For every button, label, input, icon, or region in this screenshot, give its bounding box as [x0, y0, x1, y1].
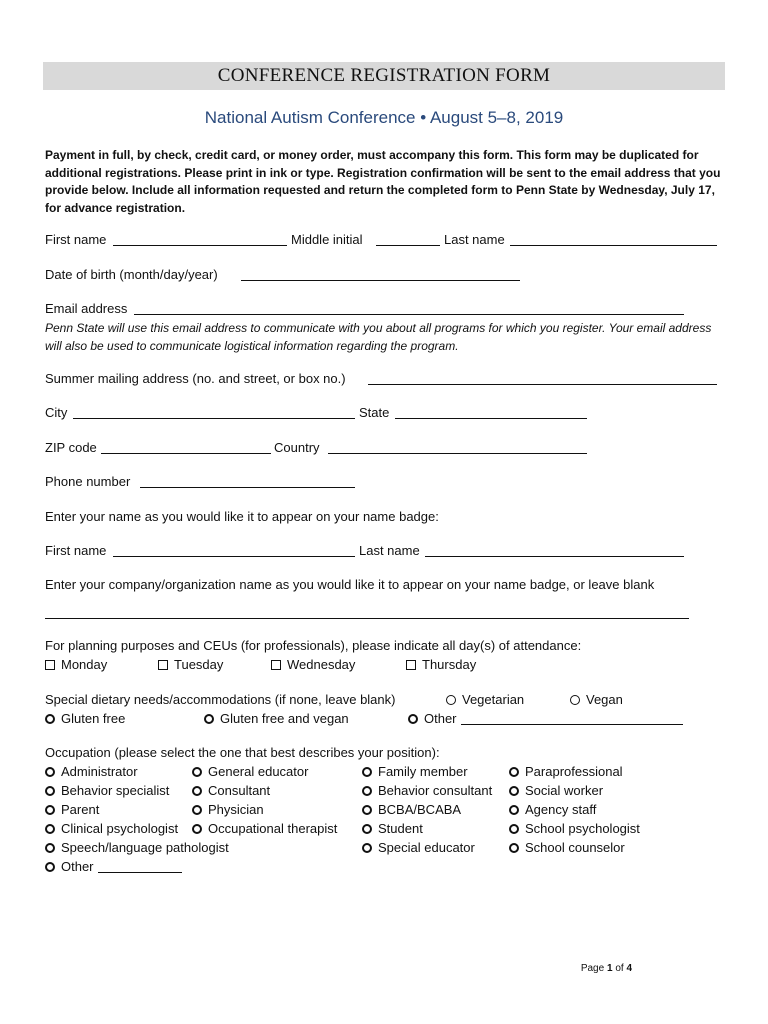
zip-field[interactable] [101, 440, 271, 454]
occ-behavior-consultant[interactable]: Behavior consultant [362, 783, 492, 798]
first-name-field[interactable] [113, 232, 287, 246]
checkbox-icon[interactable] [158, 660, 168, 670]
form-title: CONFERENCE REGISTRATION FORM [43, 62, 725, 90]
radio-icon[interactable] [45, 824, 55, 834]
phone-field[interactable] [140, 474, 355, 488]
occ-bcba[interactable]: BCBA/BCABA [362, 802, 461, 817]
occ-occupational-therapist[interactable]: Occupational therapist [192, 821, 337, 836]
occ-school-counselor[interactable]: School counselor [509, 840, 625, 855]
email-field[interactable] [134, 301, 684, 315]
diet-other-option[interactable]: Other [408, 711, 683, 726]
diet-gluten-free-option[interactable]: Gluten free [45, 711, 125, 726]
middle-initial-label: Middle initial [291, 232, 363, 247]
email-label: Email address [45, 301, 128, 316]
radio-icon[interactable] [570, 695, 580, 705]
attendance-prompt: For planning purposes and CEUs (for professionals), please indicate all day(s) of attendance: [45, 638, 582, 653]
conference-subtitle: National Autism Conference • August 5–8, 2019 [204, 108, 564, 127]
occ-agency-staff[interactable]: Agency staff [509, 802, 596, 817]
state-label: State [359, 405, 390, 420]
radio-icon[interactable] [509, 786, 519, 796]
occ-social-worker[interactable]: Social worker [509, 783, 603, 798]
country-field[interactable] [328, 440, 587, 454]
city-field[interactable] [73, 405, 355, 419]
radio-icon[interactable] [45, 862, 55, 872]
dob-field[interactable] [241, 267, 520, 281]
badge-prompt: Enter your name as you would like it to appear on your name badge: [45, 509, 439, 524]
radio-icon[interactable] [45, 805, 55, 815]
occ-general-educator[interactable]: General educator [192, 764, 308, 779]
radio-icon[interactable] [509, 767, 519, 777]
occ-speech-pathologist[interactable]: Speech/language pathologist [45, 840, 229, 855]
occ-family-member[interactable]: Family member [362, 764, 468, 779]
country-label: Country [274, 440, 320, 455]
badge-first-name-field[interactable] [113, 543, 355, 557]
mailing-field[interactable] [368, 371, 717, 385]
mailing-label: Summer mailing address (no. and street, or box no.) [45, 371, 346, 386]
radio-icon[interactable] [362, 767, 372, 777]
intro-paragraph [45, 147, 725, 217]
occ-school-psychologist[interactable]: School psychologist [509, 821, 640, 836]
occ-paraprofessional[interactable]: Paraprofessional [509, 764, 623, 779]
occ-clinical-psychologist[interactable]: Clinical psychologist [45, 821, 178, 836]
dob-label: Date of birth (month/day/year) [45, 267, 218, 282]
occ-parent[interactable]: Parent [45, 802, 99, 817]
occ-administrator[interactable]: Administrator [45, 764, 138, 779]
radio-icon[interactable] [45, 714, 55, 724]
diet-vegetarian-option[interactable]: Vegetarian [446, 692, 524, 707]
occ-consultant[interactable]: Consultant [192, 783, 270, 798]
email-note: Penn State will use this email address to communicate with you about all programs for which you register. Your email address will also be used to communicate logistical information regarding the program. [45, 321, 712, 353]
page-number: Page 1 of 4 [580, 963, 632, 974]
city-label: City [45, 405, 68, 420]
middle-initial-field[interactable] [376, 232, 440, 246]
radio-icon[interactable] [509, 805, 519, 815]
intro-text: Payment in full, by check, credit card, or money order, must accompany this form. This form may be duplicated for additional registrations. Please print in ink or type. Registration confirmation will be sent to the email address that you provide below. Include all information requested and return the completed form to Penn State by [45, 148, 721, 197]
radio-icon[interactable] [446, 695, 456, 705]
radio-icon[interactable] [362, 786, 372, 796]
day-tuesday-option[interactable]: Tuesday [158, 657, 223, 672]
occ-other-field[interactable] [98, 860, 182, 873]
checkbox-icon[interactable] [406, 660, 416, 670]
intro-tail: for advance registration. [45, 200, 186, 215]
checkbox-icon[interactable] [45, 660, 55, 670]
radio-icon[interactable] [408, 714, 418, 724]
radio-icon[interactable] [362, 843, 372, 853]
org-name-field[interactable] [45, 605, 689, 619]
radio-icon[interactable] [362, 805, 372, 815]
radio-icon[interactable] [509, 843, 519, 853]
first-name-label: First name [45, 232, 107, 247]
badge-last-name-field[interactable] [425, 543, 684, 557]
radio-icon[interactable] [192, 767, 202, 777]
radio-icon[interactable] [362, 824, 372, 834]
radio-icon[interactable] [192, 824, 202, 834]
phone-label: Phone number [45, 474, 131, 489]
occ-special-educator[interactable]: Special educator [362, 840, 475, 855]
org-prompt: Enter your company/organization name as you would like it to appear on your name badge, or leave blank [45, 577, 655, 592]
occ-physician[interactable]: Physician [192, 802, 264, 817]
day-wednesday-option[interactable]: Wednesday [271, 657, 355, 672]
radio-icon[interactable] [192, 805, 202, 815]
occ-behavior-specialist[interactable]: Behavior specialist [45, 783, 169, 798]
state-field[interactable] [395, 405, 587, 419]
last-name-label: Last name [444, 232, 505, 247]
badge-last-name-label: Last name [359, 543, 420, 558]
diet-other-field[interactable] [461, 712, 683, 725]
intro-deadline: Wednesday, July 17, [598, 183, 715, 197]
radio-icon[interactable] [509, 824, 519, 834]
occ-student[interactable]: Student [362, 821, 423, 836]
radio-icon[interactable] [192, 786, 202, 796]
zip-label: ZIP code [45, 440, 97, 455]
diet-gluten-free-vegan-option[interactable]: Gluten free and vegan [204, 711, 349, 726]
radio-icon[interactable] [45, 767, 55, 777]
occ-other[interactable]: Other [45, 859, 182, 874]
radio-icon[interactable] [45, 843, 55, 853]
checkbox-icon[interactable] [271, 660, 281, 670]
radio-icon[interactable] [204, 714, 214, 724]
day-thursday-option[interactable]: Thursday [406, 657, 476, 672]
badge-first-name-label: First name [45, 543, 107, 558]
diet-vegan-option[interactable]: Vegan [570, 692, 623, 707]
occupation-prompt: Occupation (please select the one that best describes your position): [45, 745, 440, 760]
dietary-prompt: Special dietary needs/accommodations (if none, leave blank) [45, 692, 396, 707]
day-monday-option[interactable]: Monday [45, 657, 107, 672]
radio-icon[interactable] [45, 786, 55, 796]
last-name-field[interactable] [510, 232, 717, 246]
